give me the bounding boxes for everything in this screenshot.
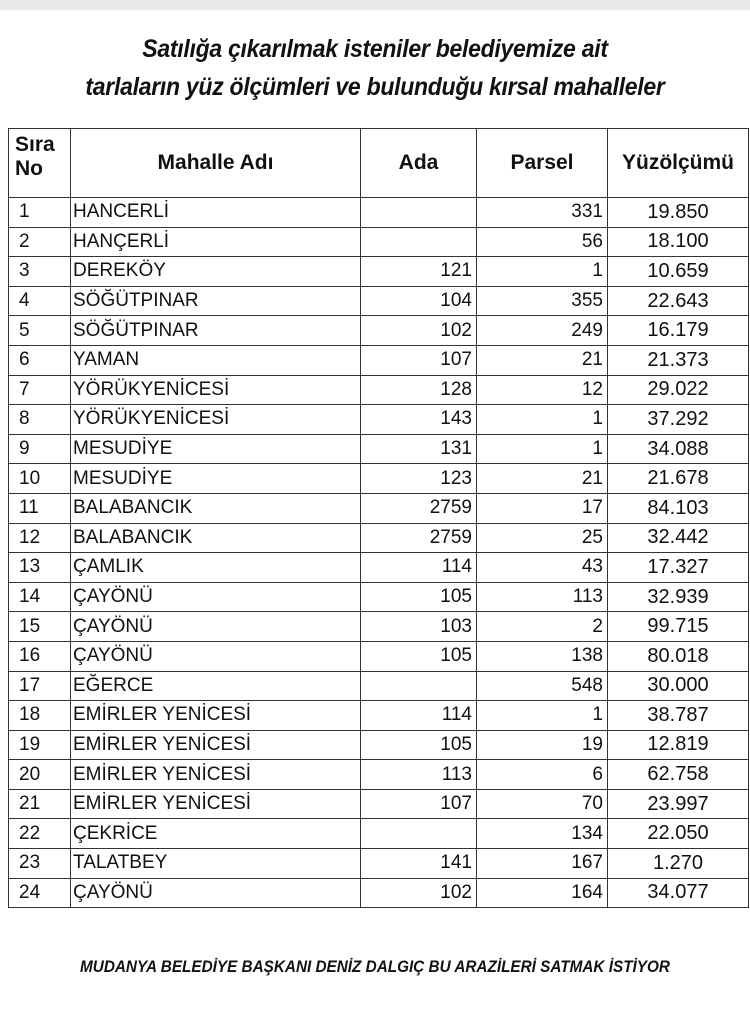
cell-parsel: 17 <box>477 493 608 523</box>
title-line-2: tarlaların yüz ölçümleri ve bulunduğu kırsal mahalleler <box>85 73 665 101</box>
cell-parsel: 21 <box>477 345 608 375</box>
header-sira-no-line1: Sıra <box>15 133 55 156</box>
cell-sira-no: 17 <box>9 671 71 701</box>
table-row <box>9 878 749 908</box>
table-row <box>9 345 749 375</box>
cell-yuzolcumu: 23.997 <box>608 789 749 819</box>
cell-sira-no: 3 <box>9 257 71 287</box>
cell-mahalle: DEREKÖY <box>71 257 361 287</box>
cell-mahalle: ÇAYÖNÜ <box>71 582 361 612</box>
cell-parsel: 164 <box>477 878 608 908</box>
cell-mahalle: EMİRLER YENİCESİ <box>71 789 361 819</box>
cell-yuzolcumu: 22.643 <box>608 286 749 316</box>
cell-ada: 2759 <box>361 493 477 523</box>
table-row <box>9 493 749 523</box>
cell-parsel: 249 <box>477 316 608 346</box>
page-title <box>30 30 720 106</box>
cell-parsel: 56 <box>477 227 608 257</box>
cell-yuzolcumu: 80.018 <box>608 641 749 671</box>
table-row <box>9 553 749 583</box>
cell-yuzolcumu: 34.077 <box>608 878 749 908</box>
cell-parsel: 6 <box>477 760 608 790</box>
cell-mahalle: MESUDİYE <box>71 434 361 464</box>
header-sira-no-line2: No <box>15 157 43 180</box>
cell-parsel: 134 <box>477 819 608 849</box>
table-row <box>9 582 749 612</box>
title-line-1: Satılığa çıkarılmak isteniler belediyemize ait <box>142 35 608 63</box>
cell-sira-no: 9 <box>9 434 71 464</box>
table-row <box>9 523 749 553</box>
table-row <box>9 760 749 790</box>
cell-sira-no: 13 <box>9 553 71 583</box>
cell-ada <box>361 671 477 701</box>
cell-parsel: 1 <box>477 701 608 731</box>
cell-sira-no: 1 <box>9 198 71 228</box>
header-parsel: Parsel <box>477 129 608 198</box>
cell-yuzolcumu: 32.939 <box>608 582 749 612</box>
cell-parsel: 70 <box>477 789 608 819</box>
table-row <box>9 405 749 435</box>
cell-ada: 128 <box>361 375 477 405</box>
cell-sira-no: 4 <box>9 286 71 316</box>
cell-mahalle: HANÇERLİ <box>71 227 361 257</box>
cell-sira-no: 18 <box>9 701 71 731</box>
table-row <box>9 375 749 405</box>
cell-parsel: 19 <box>477 730 608 760</box>
cell-yuzolcumu: 1.270 <box>608 849 749 879</box>
cell-sira-no: 14 <box>9 582 71 612</box>
table-row <box>9 849 749 879</box>
cell-sira-no: 2 <box>9 227 71 257</box>
cell-ada: 131 <box>361 434 477 464</box>
header-sira-no <box>9 129 71 198</box>
cell-mahalle: HANCERLİ <box>71 198 361 228</box>
header-mahalle: Mahalle Adı <box>71 129 361 198</box>
table-header-row <box>9 129 749 198</box>
cell-mahalle: ÇAYÖNÜ <box>71 612 361 642</box>
cell-yuzolcumu: 17.327 <box>608 553 749 583</box>
cell-ada <box>361 227 477 257</box>
cell-parsel: 355 <box>477 286 608 316</box>
table-row <box>9 257 749 287</box>
cell-yuzolcumu: 18.100 <box>608 227 749 257</box>
cell-ada: 103 <box>361 612 477 642</box>
cell-parsel: 1 <box>477 257 608 287</box>
cell-ada <box>361 819 477 849</box>
cell-sira-no: 6 <box>9 345 71 375</box>
cell-ada: 143 <box>361 405 477 435</box>
table-row <box>9 641 749 671</box>
cell-ada: 107 <box>361 345 477 375</box>
cell-sira-no: 12 <box>9 523 71 553</box>
cell-sira-no: 16 <box>9 641 71 671</box>
cell-sira-no: 15 <box>9 612 71 642</box>
table-row <box>9 819 749 849</box>
cell-mahalle: BALABANCIK <box>71 523 361 553</box>
cell-yuzolcumu: 38.787 <box>608 701 749 731</box>
cell-sira-no: 19 <box>9 730 71 760</box>
cell-mahalle: YÖRÜKYENİCESİ <box>71 405 361 435</box>
cell-sira-no: 23 <box>9 849 71 879</box>
table-row <box>9 464 749 494</box>
cell-parsel: 1 <box>477 405 608 435</box>
cell-yuzolcumu: 37.292 <box>608 405 749 435</box>
cell-ada: 121 <box>361 257 477 287</box>
header-ada: Ada <box>361 129 477 198</box>
cell-parsel: 25 <box>477 523 608 553</box>
cell-mahalle: SÖĞÜTPINAR <box>71 286 361 316</box>
cell-ada: 2759 <box>361 523 477 553</box>
cell-sira-no: 21 <box>9 789 71 819</box>
cell-parsel: 43 <box>477 553 608 583</box>
table-row <box>9 730 749 760</box>
cell-parsel: 548 <box>477 671 608 701</box>
cell-ada: 123 <box>361 464 477 494</box>
cell-mahalle: TALATBEY <box>71 849 361 879</box>
cell-yuzolcumu: 62.758 <box>608 760 749 790</box>
cell-mahalle: BALABANCIK <box>71 493 361 523</box>
cell-yuzolcumu: 29.022 <box>608 375 749 405</box>
cell-sira-no: 10 <box>9 464 71 494</box>
cell-parsel: 113 <box>477 582 608 612</box>
cell-sira-no: 8 <box>9 405 71 435</box>
cell-mahalle: YÖRÜKYENİCESİ <box>71 375 361 405</box>
table-body <box>9 198 749 908</box>
cell-mahalle: EMİRLER YENİCESİ <box>71 701 361 731</box>
cell-mahalle: ÇAYÖNÜ <box>71 878 361 908</box>
cell-sira-no: 22 <box>9 819 71 849</box>
table-row <box>9 227 749 257</box>
footer-caption: MUDANYA BELEDİYE BAŞKANI DENİZ DALGIÇ BU ARAZİLERİ SATMAK İSTİYOR <box>80 957 670 976</box>
top-edge-bar <box>0 0 750 10</box>
cell-mahalle: EMİRLER YENİCESİ <box>71 730 361 760</box>
cell-ada: 102 <box>361 878 477 908</box>
header-yuzolcumu: Yüzölçümü <box>608 129 749 198</box>
table-row <box>9 671 749 701</box>
cell-mahalle: EMİRLER YENİCESİ <box>71 760 361 790</box>
cell-parsel: 331 <box>477 198 608 228</box>
cell-ada <box>361 198 477 228</box>
cell-mahalle: MESUDİYE <box>71 464 361 494</box>
cell-sira-no: 7 <box>9 375 71 405</box>
cell-parsel: 138 <box>477 641 608 671</box>
cell-yuzolcumu: 21.373 <box>608 345 749 375</box>
table-row <box>9 434 749 464</box>
cell-ada: 141 <box>361 849 477 879</box>
cell-ada: 105 <box>361 582 477 612</box>
cell-ada: 107 <box>361 789 477 819</box>
cell-mahalle: ÇAMLIK <box>71 553 361 583</box>
cell-mahalle: ÇEKRİCE <box>71 819 361 849</box>
cell-sira-no: 5 <box>9 316 71 346</box>
cell-mahalle: ÇAYÖNÜ <box>71 641 361 671</box>
cell-yuzolcumu: 32.442 <box>608 523 749 553</box>
cell-ada: 102 <box>361 316 477 346</box>
table-row <box>9 198 749 228</box>
cell-parsel: 1 <box>477 434 608 464</box>
cell-ada: 105 <box>361 730 477 760</box>
cell-parsel: 167 <box>477 849 608 879</box>
cell-yuzolcumu: 99.715 <box>608 612 749 642</box>
parcel-table <box>8 128 749 908</box>
table-row <box>9 789 749 819</box>
cell-yuzolcumu: 22.050 <box>608 819 749 849</box>
cell-ada: 104 <box>361 286 477 316</box>
cell-yuzolcumu: 84.103 <box>608 493 749 523</box>
cell-yuzolcumu: 12.819 <box>608 730 749 760</box>
cell-sira-no: 11 <box>9 493 71 523</box>
cell-sira-no: 20 <box>9 760 71 790</box>
cell-yuzolcumu: 30.000 <box>608 671 749 701</box>
cell-mahalle: YAMAN <box>71 345 361 375</box>
cell-ada: 114 <box>361 701 477 731</box>
cell-ada: 114 <box>361 553 477 583</box>
table-row <box>9 701 749 731</box>
cell-yuzolcumu: 21.678 <box>608 464 749 494</box>
table-row <box>9 612 749 642</box>
table-row <box>9 286 749 316</box>
table-row <box>9 316 749 346</box>
cell-parsel: 12 <box>477 375 608 405</box>
cell-yuzolcumu: 34.088 <box>608 434 749 464</box>
cell-yuzolcumu: 16.179 <box>608 316 749 346</box>
cell-yuzolcumu: 10.659 <box>608 257 749 287</box>
cell-sira-no: 24 <box>9 878 71 908</box>
cell-ada: 113 <box>361 760 477 790</box>
cell-parsel: 2 <box>477 612 608 642</box>
cell-mahalle: SÖĞÜTPINAR <box>71 316 361 346</box>
cell-mahalle: EĞERCE <box>71 671 361 701</box>
cell-parsel: 21 <box>477 464 608 494</box>
cell-yuzolcumu: 19.850 <box>608 198 749 228</box>
cell-ada: 105 <box>361 641 477 671</box>
